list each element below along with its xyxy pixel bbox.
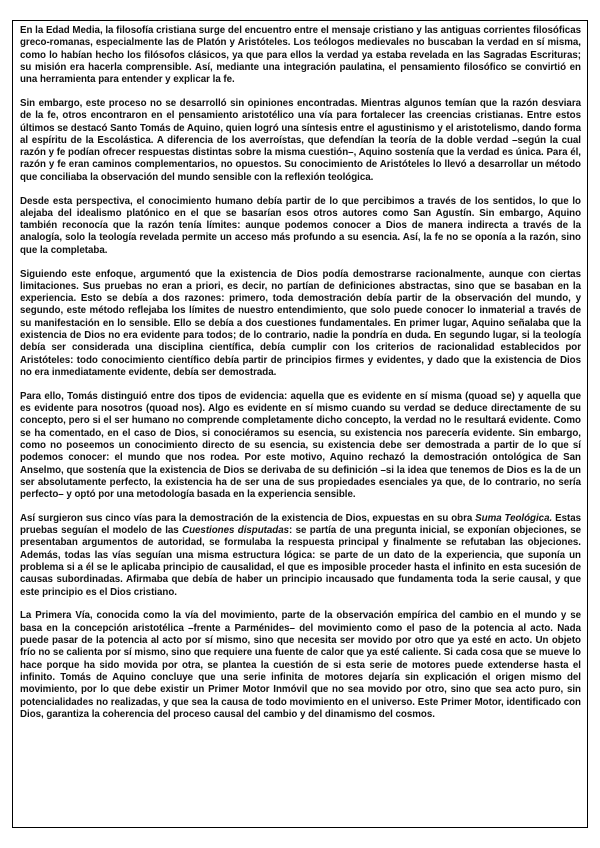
paragraph-cinco-vias (20, 513, 581, 599)
cinco-vias-text-2: Estas pruebas seguían el modelo de las (20, 512, 582, 537)
paragraph-perspectiva: Desde esta perspectiva, el conocimiento humano debía partir de lo que percibimos a través de los sentidos, lo que lo alejaba del idealismo platónico en el que se basarían esos otros autores como San Agustín. Sin embargo, Aquino también reconocía que la razón tenía límites: aunque podemos conocer a Dios de manera indirecta a través de la analogía, solo la teología revelada permite un acceso más profundo a su esencia. Así, la fe no se oponía a la razón, sino que la completaba. (20, 195, 581, 256)
document-page (12, 20, 588, 828)
suma-teologica-title: Suma Teológica. (475, 512, 553, 524)
paragraph-existencia-de-dios: Siguiendo este enfoque, argumentó que la existencia de Dios podía demostrarse racionalmente, aunque con ciertas limitaciones. Sus pruebas no eran a priori, es decir, no partían de definiciones abstractas, sino que se basaban en la experiencia. Esto se debía a dos razones: primero, toda demostración debía partir de la observación del mundo, y segundo, este método reflejaba los límites de nuestro entendimiento, que solo puede conocer lo inmaterial a través de su manifestación en lo sensible. Ello se debía a dos cuestiones fundamentales. En primer lugar, Aquino señalaba que la existencia de Dios no era evidente para todos; de lo contrario, nadie la pondría en duda. En segundo lugar, si la teología debía ser considerada una disciplina científica, debía cumplir con los criterios de racionalidad establecidos por Aristóteles: todo conocimiento científico debía partir de principios firmes y evidentes, y dado que la existencia de Dios no era inmediatamente evidente, debía ser demostrada. (20, 268, 581, 378)
paragraph-primera-via: La Primera Vía, conocida como la vía del movimiento, parte de la observación empírica del cambio en el mundo y se basa en la concepción aristotélica –frente a Parménides– del movimiento como el paso de la potencia al acto. Nada puede pasar de la potencia al acto por sí mismo, sino que necesita ser movido por otro que ya esté en acto. Un objeto frío no se calienta por sí mismo, sino que requiere una fuente de calor que ya esté caliente. Si cada cosa que se mueve lo hace porque ha sido movida por otra, se plantea la cuestión de si esta serie de motores puede extenderse hasta el infinito. Tomás de Aquino concluye que una serie infinita de motores dejaría sin explicación el origen mismo del movimiento, por lo que debe existir un Primer Motor Inmóvil que no sea movido por otro, sino que sea acto puro, sin potencialidades no realizadas, y que sea la causa de todo movimiento en el universo. Este Primer Motor, identificado con Dios, garantiza la coherencia del proceso causal del cambio y del dinamismo del cosmos. (20, 610, 581, 720)
cinco-vias-text-3: : se partía de una pregunta inicial, se exponían objeciones, se presentaban argumentos de autoridad, se formulaba la respuesta principal y finalmente se refutaban las objeciones. Además, todas las vías seguían una misma estructura lógica: se parte de un dato de la experiencia, que suponía un problema si a él se le aplicaba principio de causalidad, el que es imposible proceder hasta el infinito en esta sucesión de causas subordinadas. Afirmaba que debía de haber un principio incausado que fundamenta toda la serie causal, y que este principio es el Dios cristiano. (20, 525, 582, 598)
cinco-vias-text-1: Así surgieron sus cinco vías para la demostración de la existencia de Dios, expuestas en su obra (20, 512, 476, 524)
paragraph-tipos-de-evidencia: Para ello, Tomás distinguió entre dos tipos de evidencia: aquella que es evidente en sí misma (quoad se) y aquella que es evidente para nosotros (quoad nos). Algo es evidente en sí mismo cuando su verdad se deduce directamente de su concepto, pero si el ser humano no comprende completamente dicho concepto, la verdad no le resultará evidente. Como se ha comentado, en el caso de Dios, si conociéramos su esencia, su existencia nos parecería evidente. Sin embargo, como no poseemos un conocimiento directo de su esencia, su existencia debe ser demostrada a partir de lo que sí podemos conocer: el mundo que nos rodea. Por este motivo, Aquino rechazó la demostración ontológica de San Anselmo, que sostenía que la existencia de Dios se derivaba de su definición –si la idea que tenemos de Dios es la de un ser absolutamente perfecto, la existencia ha de ser una de sus propiedades esenciales ya que, de lo contrario, no sería perfecto– y optó por una metodología basada en la experiencia sensible. (20, 390, 581, 501)
paragraph-edad-media: En la Edad Media, la filosofía cristiana surge del encuentro entre el mensaje cristiano y las antiguas corrientes filosóficas greco-romanas, especialmente las de Platón y Aristóteles. Los teólogos medievales no buscaban la verdad en sí misma, como lo habían hecho los filósofos clásicos, ya que para ellos la verdad ya estaba revelada en las Sagradas Escrituras; su misión era hacerla comprensible. Así, mediante una integración paulatina, el pensamiento filosófico se convirtió en una herramienta para entender y explicar la fe. (20, 25, 581, 86)
paragraph-opiniones-encontradas: Sin embargo, este proceso no se desarrolló sin opiniones encontradas. Mientras algunos temían que la razón desviara de la fe, otros encontraron en el pensamiento aristotélico una vía para fortalecer las creencias cristianas. Entre estos últimos se destacó Santo Tomás de Aquino, quien logró una síntesis entre el agustinismo y el aristotelismo, dando forma al espíritu de la Escolástica. A diferencia de los averroístas, que defendían la teoría de la doble verdad –según la cual razón y fe podían ofrecer respuestas distintas sobre la misma cuestión–, Aquino sostenía que la verdad es única. Para él, razón y fe eran caminos complementarios, no opuestos. Su conocimiento de Aristóteles lo llevó a desarrollar un método que conciliaba la observación del mundo sensible con la reflexión teológica. (20, 97, 581, 183)
cuestiones-disputadas-title: Cuestiones disputadas (182, 525, 290, 537)
